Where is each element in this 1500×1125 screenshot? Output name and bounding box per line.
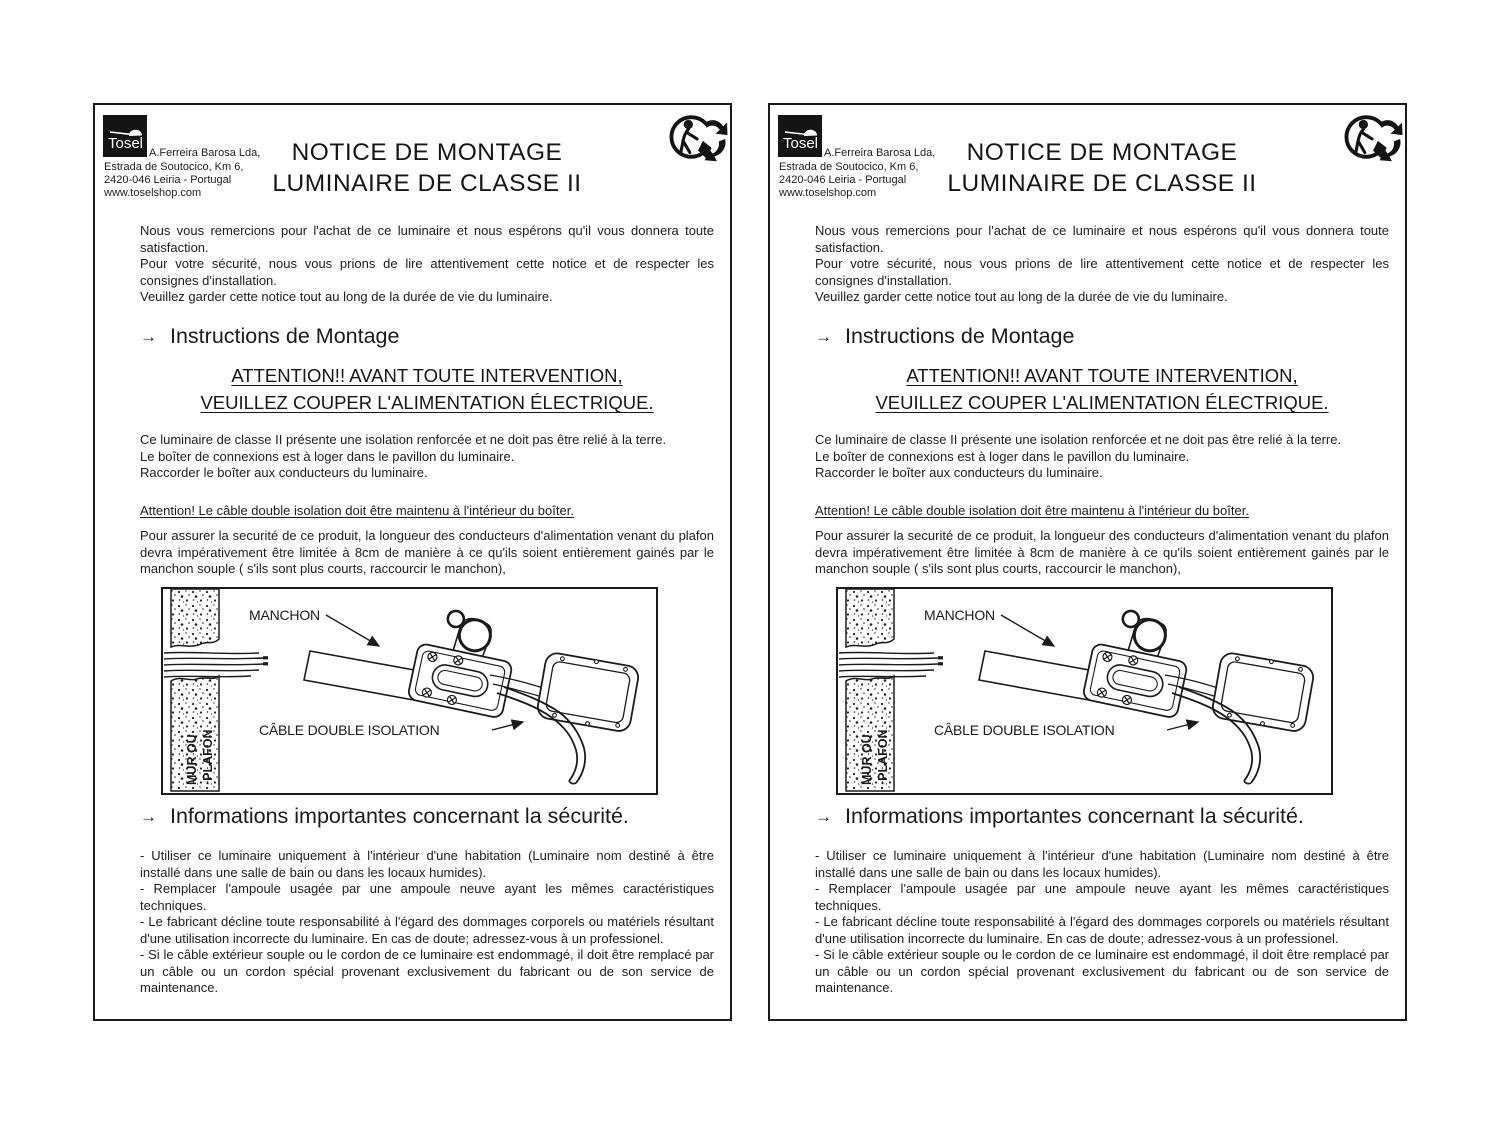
cable-attention-note: Attention! Le câble double isolation doit être maintenu à l'intérieur du boîter. bbox=[140, 503, 574, 518]
company-street: Estrada de Soutocico, Km 6, bbox=[779, 161, 919, 173]
cable-label: CÂBLE DOUBLE ISOLATION bbox=[934, 722, 1115, 738]
safety-item-1: - Utiliser ce luminaire uniquement à l'intérieur d'une habitation (Luminaire nom destiné à être installé dans une salle de bain ou dans les locaux humides). bbox=[140, 848, 714, 880]
triman-recycling-icon bbox=[668, 109, 730, 167]
page-title-line1: NOTICE DE MONTAGE bbox=[291, 139, 563, 166]
company-website: www.toselshop.com bbox=[779, 187, 877, 199]
arrow-bullet-icon: → bbox=[140, 807, 157, 826]
page-title bbox=[815, 137, 1389, 199]
page-title-line1: NOTICE DE MONTAGE bbox=[966, 139, 1238, 166]
cable-attention-note: Attention! Le câble double isolation doit être maintenu à l'intérieur du boîter. bbox=[815, 503, 1249, 518]
company-city: 2420-046 Leiria - Portugal bbox=[104, 174, 232, 186]
installation-diagram-drawing bbox=[163, 589, 656, 793]
manchon-paragraph: Pour assurer la securité de ce produit, la longueur des conducteurs d'alimentation venant du plafon devra impérativement être limitée à 8cm de manière à ce qu'ils soient entièrement gainés par le manchon souple ( s'ils sont plus courts, raccourcir le manchon), bbox=[815, 528, 1389, 576]
page-title bbox=[140, 137, 714, 199]
company-city: 2420-046 Leiria - Portugal bbox=[779, 174, 907, 186]
page-title-line2: LUMINAIRE DE CLASSE II bbox=[272, 170, 582, 197]
class2-line-2: Le boîter de connexions est à loger dans le pavillon du luminaire. bbox=[140, 448, 515, 464]
safety-list bbox=[815, 848, 1389, 997]
manchon-label: MANCHON bbox=[924, 607, 995, 623]
safety-list bbox=[140, 848, 714, 997]
class2-paragraph bbox=[140, 432, 714, 482]
safety-item-1: - Utiliser ce luminaire uniquement à l'intérieur d'une habitation (Luminaire nom destiné à être installé dans une salle de bain ou dans les locaux humides). bbox=[815, 848, 1389, 880]
warning-banner bbox=[140, 362, 714, 416]
intro-line-1: Nous vous remercions pour l'achat de ce luminaire et nous espérons qu'il vous donnera toute satisfaction. bbox=[140, 223, 714, 255]
section-montage-label: Instructions de Montage bbox=[170, 324, 400, 348]
warning-line-1: ATTENTION!! AVANT TOUTE INTERVENTION, bbox=[906, 365, 1298, 386]
supply-wires bbox=[164, 652, 268, 677]
arrow-bullet-icon: → bbox=[815, 327, 832, 346]
cover-plate bbox=[536, 651, 640, 733]
notice-page-right bbox=[768, 103, 1407, 1021]
supply-wires bbox=[839, 652, 943, 677]
installation-diagram bbox=[161, 587, 658, 795]
notice-page bbox=[768, 103, 1407, 1021]
company-street: Estrada de Soutocico, Km 6, bbox=[104, 161, 244, 173]
safety-item-4: - Si le câble extérieur souple ou le cordon de ce luminaire est endommagé, il doit être remplacé par un câble ou un cordon spécial provenant exclusivement du fabricant ou de son service de maintenance. bbox=[140, 947, 714, 995]
section-montage-label: Instructions de Montage bbox=[845, 324, 1075, 348]
section-montage-heading bbox=[140, 324, 399, 349]
notice-page-left bbox=[93, 103, 732, 1021]
manchon-label: MANCHON bbox=[249, 607, 320, 623]
class2-line-1: Ce luminaire de classe II présente une isolation renforcée et ne doit pas être relié à la terre. bbox=[815, 432, 1342, 447]
warning-line-1: ATTENTION!! AVANT TOUTE INTERVENTION, bbox=[231, 365, 623, 386]
warning-line-2: VEUILLEZ COUPER L'ALIMENTATION ÉLECTRIQUE. bbox=[200, 392, 654, 413]
cover-plate bbox=[1211, 651, 1315, 733]
tosel-logo-text: Tosel bbox=[783, 135, 819, 152]
notice-page bbox=[93, 103, 732, 1021]
class2-line-3: Raccorder le boîter aux conducteurs du luminaire. bbox=[815, 465, 1103, 480]
class2-line-3: Raccorder le boîter aux conducteurs du luminaire. bbox=[140, 465, 428, 480]
wall-label-line2: ·PLAFON bbox=[201, 729, 215, 785]
intro-paragraphs bbox=[815, 223, 1389, 306]
intro-line-3: Veuillez garder cette notice tout au long de la durée de vie du luminaire. bbox=[815, 289, 1228, 304]
intro-line-2: Pour votre sécurité, nous vous prions de lire attentivement cette notice et de respecter les consignes d'installation. bbox=[140, 256, 714, 288]
safety-item-2: - Remplacer l'ampoule usagée par une ampoule neuve ayant les mêmes caractéristiques techniques. bbox=[140, 881, 714, 913]
company-website: www.toselshop.com bbox=[104, 187, 202, 199]
installation-diagram bbox=[836, 587, 1333, 795]
wall-label-line1: MUR OU bbox=[185, 734, 199, 785]
warning-line-2: VEUILLEZ COUPER L'ALIMENTATION ÉLECTRIQUE. bbox=[875, 392, 1329, 413]
triman-recycling-icon bbox=[1343, 109, 1405, 167]
sleeve-tube bbox=[304, 651, 425, 701]
wall-label-line2: ·PLAFON bbox=[876, 729, 890, 785]
junction-box bbox=[1082, 605, 1196, 719]
class2-line-1: Ce luminaire de classe II présente une isolation renforcée et ne doit pas être relié à la terre. bbox=[140, 432, 667, 447]
section-securite-label: Informations importantes concernant la sécurité. bbox=[170, 804, 629, 828]
arrow-bullet-icon: → bbox=[815, 807, 832, 826]
tosel-logo-text: Tosel bbox=[108, 135, 144, 152]
intro-paragraphs bbox=[140, 223, 714, 306]
arrow-bullet-icon: → bbox=[140, 327, 157, 346]
warning-banner bbox=[815, 362, 1389, 416]
safety-item-4: - Si le câble extérieur souple ou le cordon de ce luminaire est endommagé, il doit être remplacé par un câble ou un cordon spécial provenant exclusivement du fabricant ou de son service de maintenance. bbox=[815, 947, 1389, 995]
intro-line-2: Pour votre sécurité, nous vous prions de lire attentivement cette notice et de respecter les consignes d'installation. bbox=[815, 256, 1389, 288]
sleeve-tube bbox=[979, 651, 1100, 701]
junction-box bbox=[407, 605, 521, 719]
page-title-line2: LUMINAIRE DE CLASSE II bbox=[947, 170, 1257, 197]
safety-item-3: - Le fabricant décline toute responsabilité à l'égard des dommages corporels ou matériels résultant d'une utilisation incorrecte du luminaire. En cas de doute; adressez-vous à un professionel. bbox=[140, 914, 714, 946]
safety-item-2: - Remplacer l'ampoule usagée par une ampoule neuve ayant les mêmes caractéristiques techniques. bbox=[815, 881, 1389, 913]
section-securite-label: Informations importantes concernant la sécurité. bbox=[845, 804, 1304, 828]
company-name: A.Ferreira Barosa Lda, bbox=[824, 147, 936, 159]
intro-line-3: Veuillez garder cette notice tout au long de la durée de vie du luminaire. bbox=[140, 289, 553, 304]
class2-paragraph bbox=[815, 432, 1389, 482]
safety-item-3: - Le fabricant décline toute responsabilité à l'égard des dommages corporels ou matériels résultant d'une utilisation incorrecte du luminaire. En cas de doute; adressez-vous à un professionel. bbox=[815, 914, 1389, 946]
section-securite-heading bbox=[815, 804, 1304, 829]
company-name: A.Ferreira Barosa Lda, bbox=[149, 147, 261, 159]
class2-line-2: Le boîter de connexions est à loger dans le pavillon du luminaire. bbox=[815, 448, 1190, 464]
manchon-paragraph: Pour assurer la securité de ce produit, la longueur des conducteurs d'alimentation venant du plafon devra impérativement être limitée à 8cm de manière à ce qu'ils soient entièrement gainés par le manchon souple ( s'ils sont plus courts, raccourcir le manchon), bbox=[140, 528, 714, 576]
section-montage-heading bbox=[815, 324, 1074, 349]
intro-line-1: Nous vous remercions pour l'achat de ce luminaire et nous espérons qu'il vous donnera toute satisfaction. bbox=[815, 223, 1389, 255]
section-securite-heading bbox=[140, 804, 629, 829]
installation-diagram-drawing bbox=[838, 589, 1331, 793]
cable-label: CÂBLE DOUBLE ISOLATION bbox=[259, 722, 440, 738]
wall-label-line1: MUR OU bbox=[860, 734, 874, 785]
